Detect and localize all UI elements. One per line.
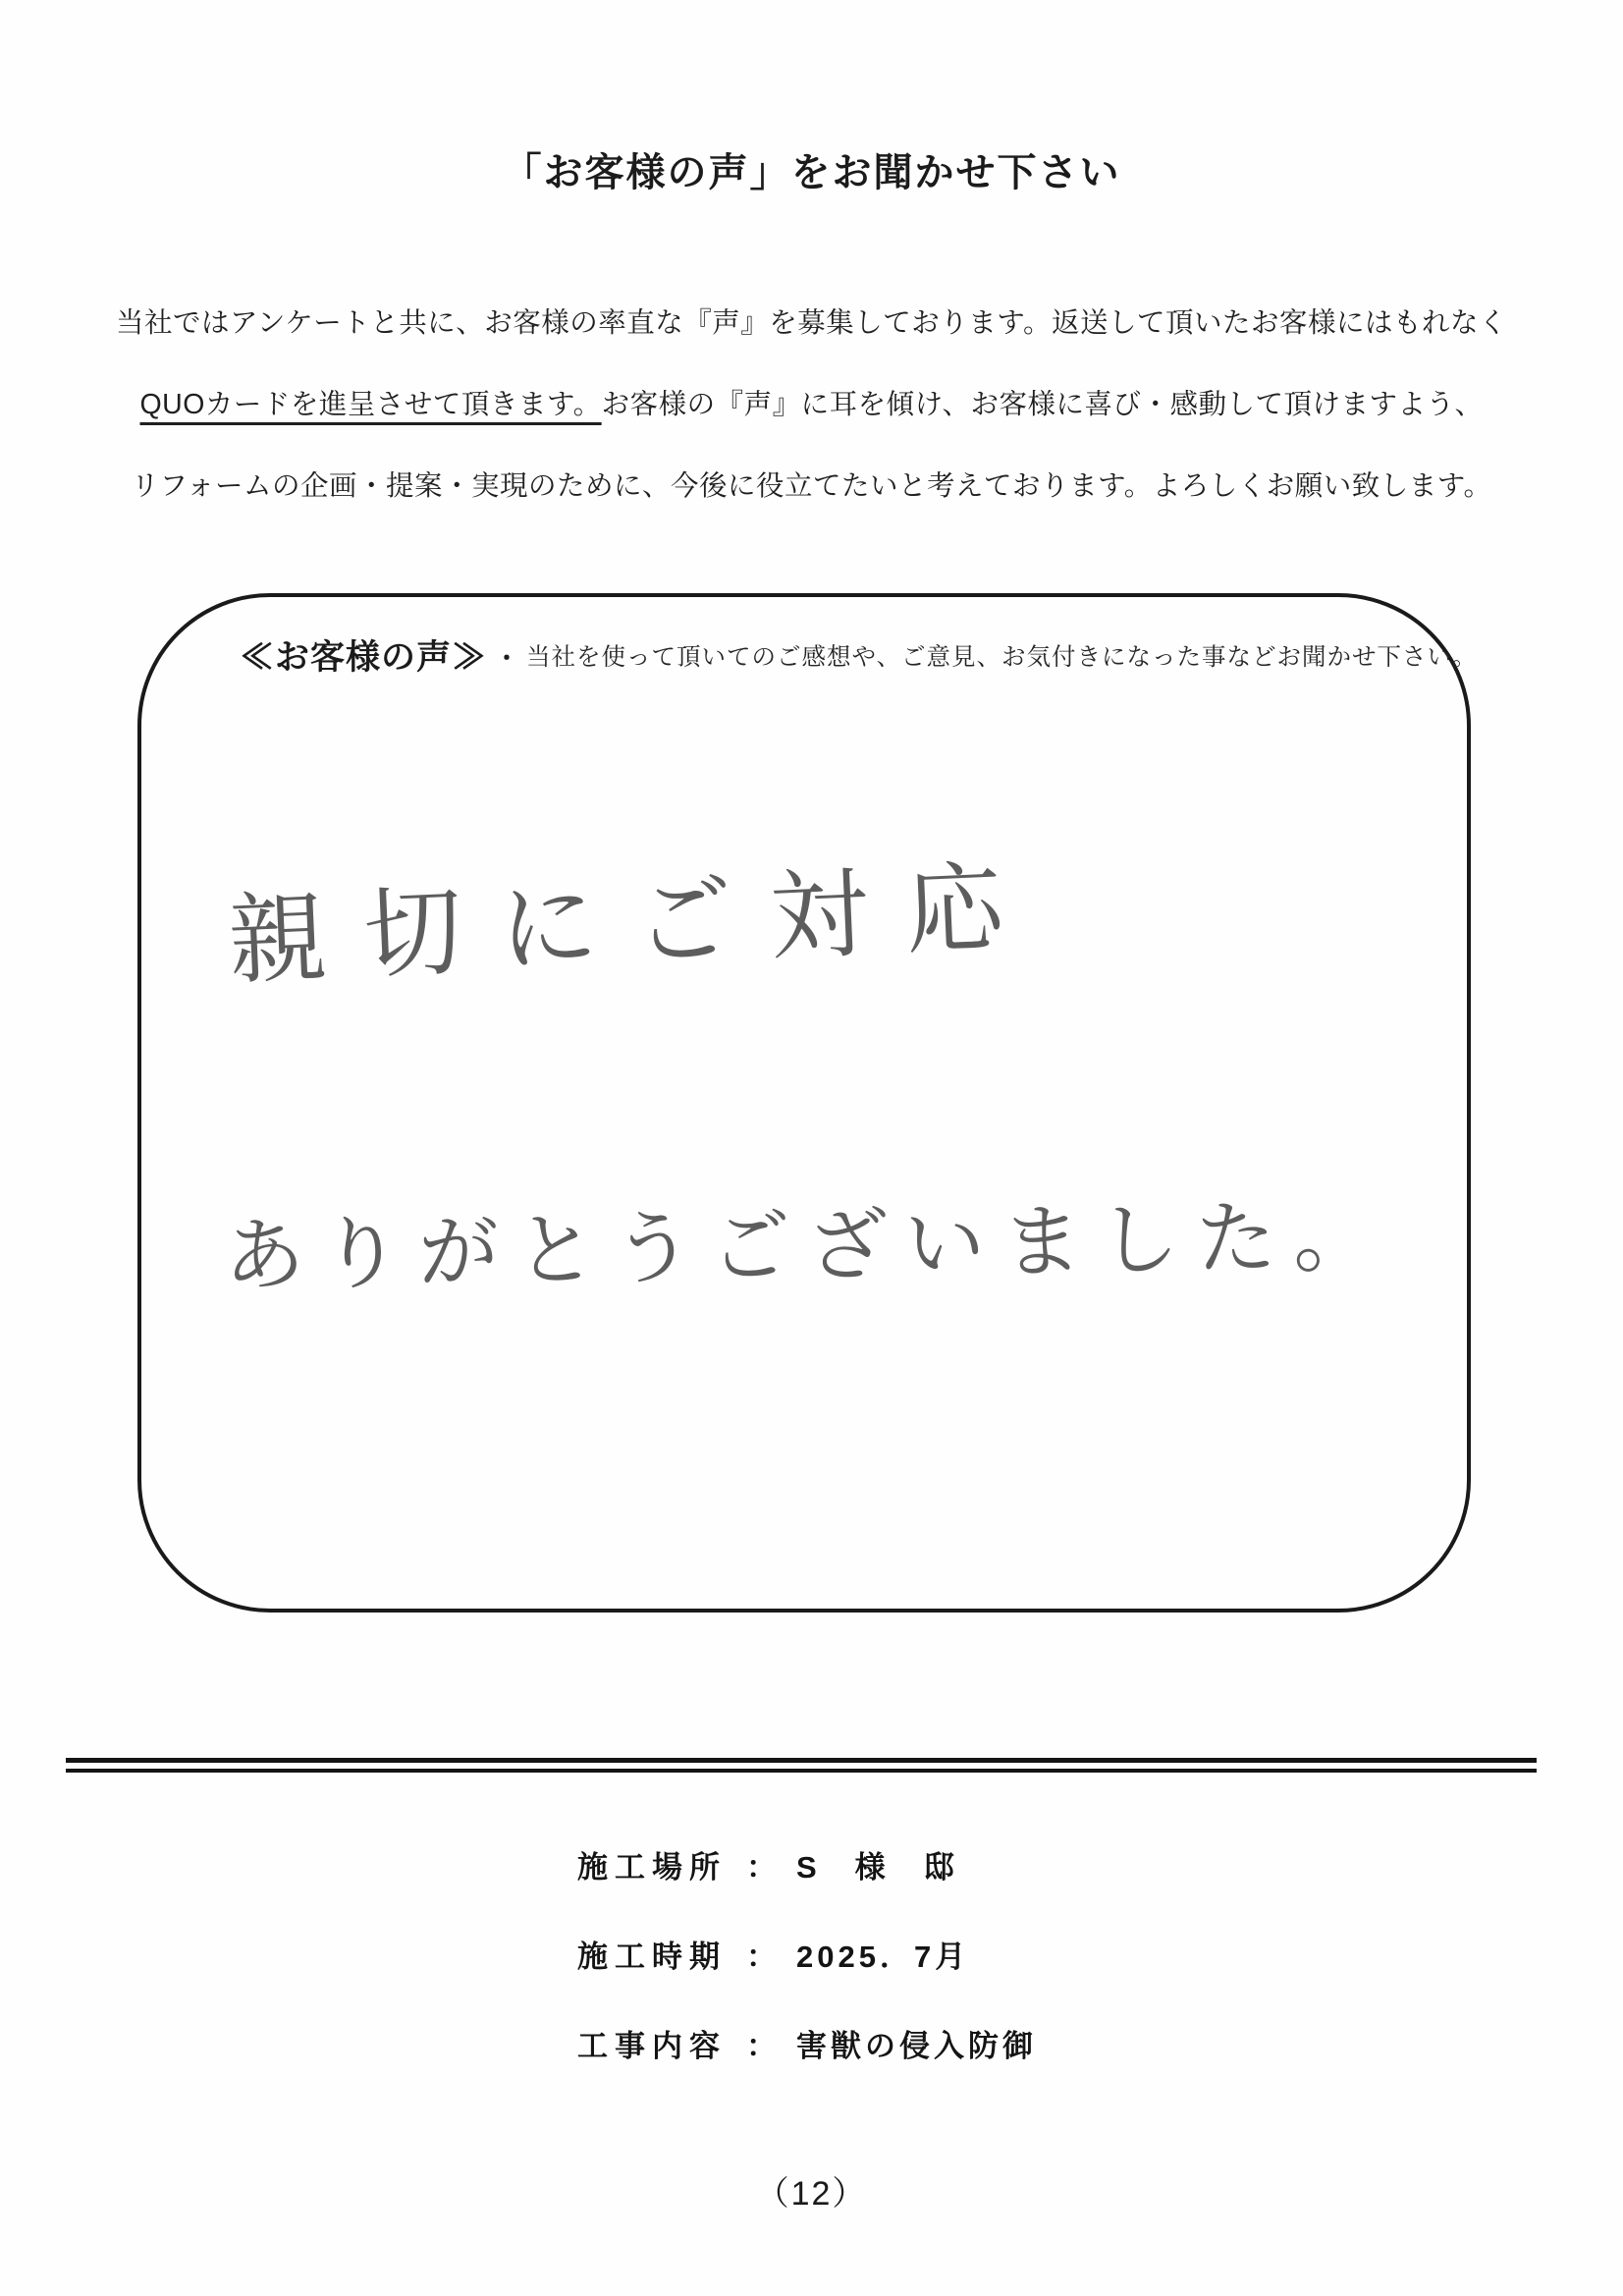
intro-paragraph (74, 283, 1549, 527)
voice-box-heading (240, 630, 1478, 680)
detail-value: S 様 邸 (796, 1850, 958, 1885)
project-details (577, 1842, 1037, 2110)
quo-card-underlined-text: QUOカードを進呈させて頂きます。 (139, 389, 602, 420)
double-rule-divider (66, 1758, 1537, 1773)
detail-row-period (577, 1932, 1037, 1976)
voice-box-heading-label: ≪お客様の声≫ (240, 638, 488, 677)
customer-voice-box (137, 593, 1478, 1613)
detail-value: 2025．7月 (796, 1940, 970, 1974)
intro-line-3: リフォームの企画・提案・実現のために、今後に役立てたいと考えております。よろしくお願い致します。 (131, 470, 1492, 502)
intro-line-2 (74, 364, 1549, 446)
detail-colon: ： (746, 2029, 777, 2063)
detail-value: 害獣の侵入防御 (796, 2029, 1037, 2063)
intro-line-2-rest: お客様の『声』に耳を傾け、お客様に喜び・感動して頂けますよう、 (601, 389, 1484, 420)
detail-row-work-content (577, 2021, 1037, 2065)
voice-box-heading-note: 当社を使って頂いてのご感想や、ご意見、お気付きになった事などお聞かせ下さい。 (526, 643, 1478, 671)
detail-colon: ： (746, 1850, 777, 1885)
detail-colon: ： (746, 1940, 777, 1974)
page-title: 「お客様の声」をお聞かせ下さい (502, 151, 1121, 194)
intro-line-1: 当社ではアンケートと共に、お客様の率直な『声』を募集しております。返送して頂いたお客様にはもれなく (115, 307, 1507, 339)
voice-box-heading-bullet: ・ (495, 644, 519, 672)
detail-label: 工事内容 (577, 2029, 727, 2063)
handwritten-comment-line-1: 親切にご対応 (226, 850, 1044, 997)
detail-label: 施工時期 (577, 1940, 727, 1974)
detail-label: 施工場所 (577, 1850, 727, 1885)
page-number: （12） (755, 2175, 868, 2213)
handwritten-comment-line-2: ありがとうございました。 (223, 1191, 1391, 1302)
detail-row-location (577, 1842, 1037, 1886)
